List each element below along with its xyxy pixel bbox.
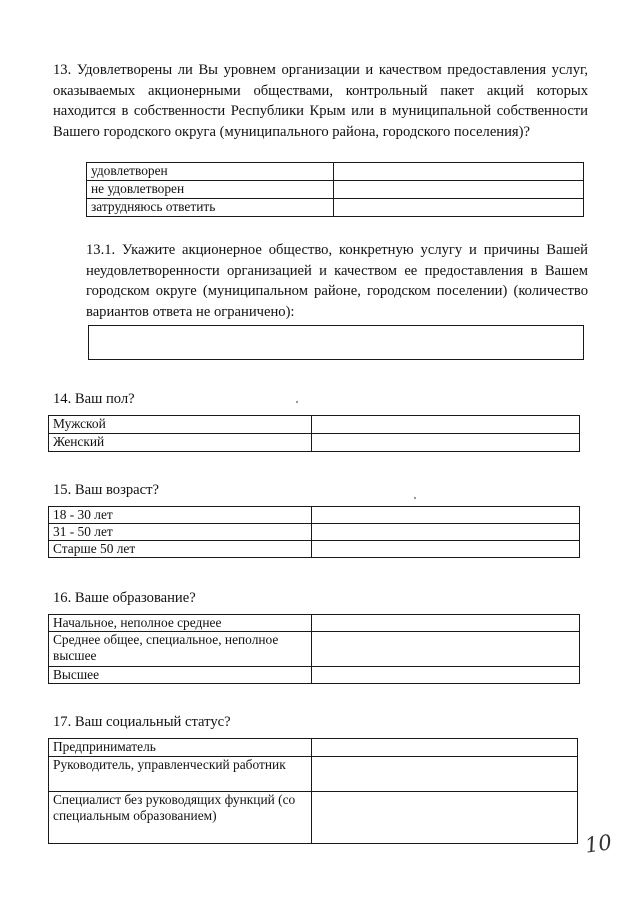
option-label: Женский	[49, 434, 312, 452]
table-row[interactable]	[49, 507, 580, 524]
question-15-text: 15. Ваш возраст?	[53, 482, 159, 498]
answer-cell[interactable]	[312, 615, 580, 632]
option-label: Мужской	[49, 416, 312, 434]
table-row[interactable]	[87, 181, 584, 199]
option-label: Специалист без руководящих функций (со специальным образованием)	[49, 792, 312, 844]
question-16-text: 16. Ваше образование?	[53, 590, 196, 606]
question-15-options	[48, 506, 580, 558]
option-label: удовлетворен	[87, 163, 334, 181]
table-row[interactable]	[49, 739, 578, 757]
answer-cell[interactable]	[312, 541, 580, 558]
scan-speck	[414, 497, 416, 499]
table-row[interactable]	[49, 667, 580, 684]
answer-cell[interactable]	[312, 739, 578, 757]
question-17-text: 17. Ваш социальный статус?	[53, 714, 231, 730]
table-row[interactable]	[49, 757, 578, 792]
question-13-1-answer-box[interactable]	[88, 325, 584, 360]
page-number: 10	[583, 830, 614, 858]
question-13-text: 13. Удовлетворены ли Вы уровнем организации и качеством предоставления услуг, оказываемых акционерными обществами, контрольный пакет акций которых находится в собственности Республики Крым или в муниципальной собственности Вашего городского округа (муниципального района, городского поселения)?	[53, 62, 588, 140]
answer-cell[interactable]	[312, 632, 580, 667]
question-16-options	[48, 614, 580, 684]
table-row[interactable]	[49, 792, 578, 844]
answer-cell[interactable]	[312, 667, 580, 684]
answer-cell[interactable]	[312, 416, 580, 434]
answer-cell[interactable]	[334, 181, 584, 199]
option-label: Предприниматель	[49, 739, 312, 757]
question-17-options	[48, 738, 578, 844]
table-row[interactable]	[49, 615, 580, 632]
answer-cell[interactable]	[334, 163, 584, 181]
table-row[interactable]	[49, 416, 580, 434]
table-row[interactable]	[87, 163, 584, 181]
option-label: затрудняюсь ответить	[87, 199, 334, 217]
option-label: не удовлетворен	[87, 181, 334, 199]
question-14-options	[48, 415, 580, 452]
table-row[interactable]	[87, 199, 584, 217]
question-14-text: 14. Ваш пол?	[53, 391, 135, 407]
option-label: 18 - 30 лет	[49, 507, 312, 524]
answer-cell[interactable]	[312, 792, 578, 844]
answer-cell[interactable]	[312, 757, 578, 792]
answer-cell[interactable]	[312, 524, 580, 541]
option-label: 31 - 50 лет	[49, 524, 312, 541]
option-label: Руководитель, управленческий работник	[49, 757, 312, 792]
option-label: Высшее	[49, 667, 312, 684]
scan-speck	[296, 401, 298, 403]
table-row[interactable]	[49, 434, 580, 452]
table-row[interactable]	[49, 632, 580, 667]
table-row[interactable]	[49, 524, 580, 541]
answer-cell[interactable]	[312, 434, 580, 452]
question-13-options	[86, 162, 584, 217]
answer-cell[interactable]	[312, 507, 580, 524]
answer-cell[interactable]	[334, 199, 584, 217]
table-row[interactable]	[49, 541, 580, 558]
option-label: Начальное, неполное среднее	[49, 615, 312, 632]
option-label: Среднее общее, специальное, неполное высшее	[49, 632, 312, 667]
question-13-1-text: 13.1. Укажите акционерное общество, конкретную услугу и причины Вашей неудовлетворенности организацией и качеством ее предоставления в Вашем городском округе (муниципальном районе, городском поселении) (количество вариантов ответа не ограничено):	[86, 242, 588, 320]
option-label: Старше 50 лет	[49, 541, 312, 558]
